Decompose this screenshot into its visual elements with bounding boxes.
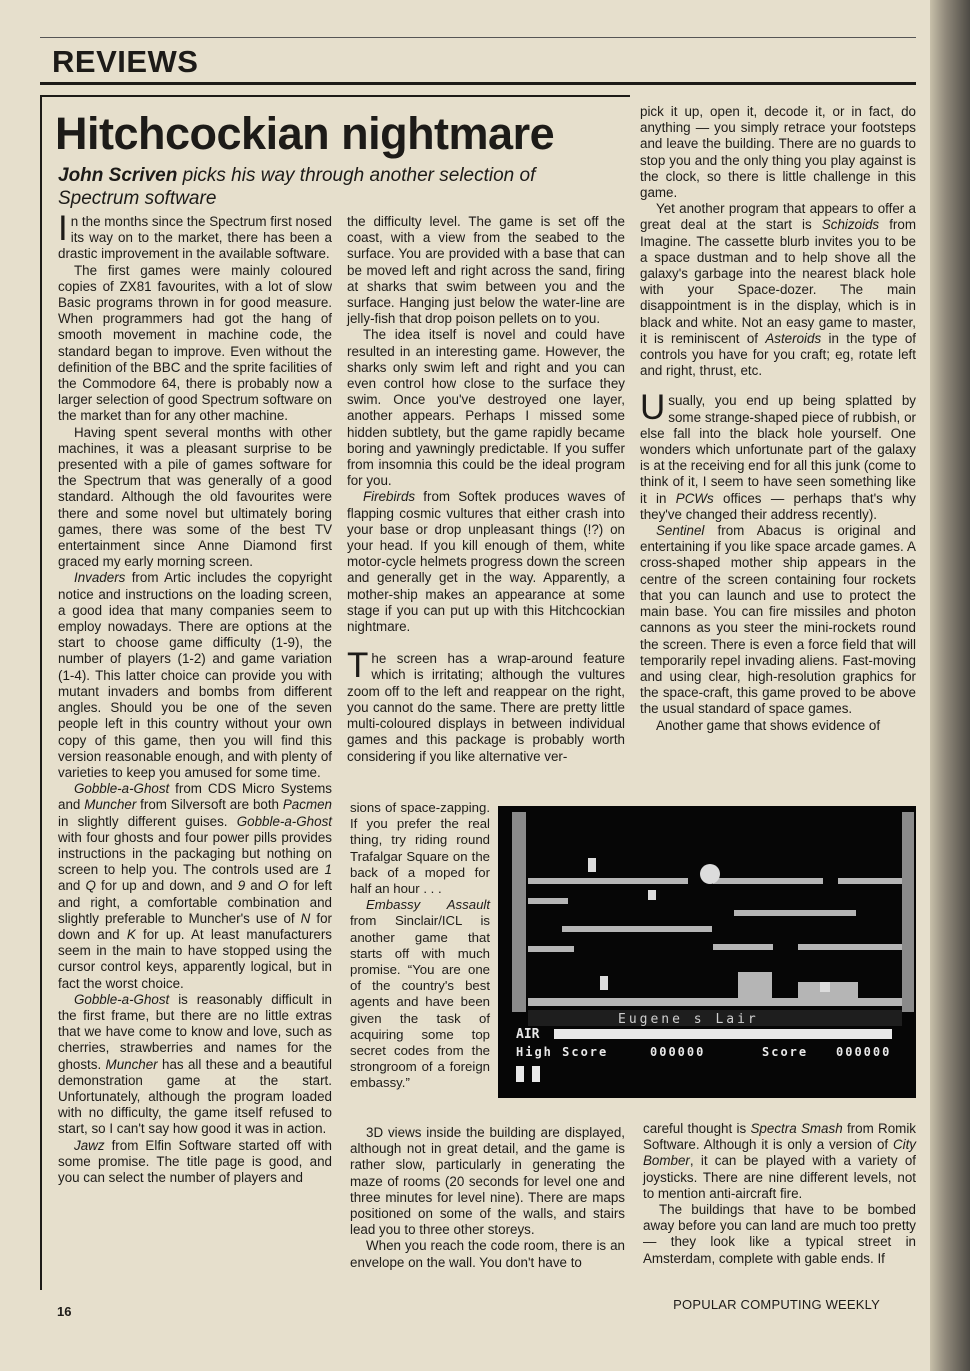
paragraph: Having spent several months with other machines, it was a pleasant surprise to be presented with a pile of games software for the Spectrum that was generally of a good standard. Although the old favourites were there and some novel but ultimately boring games, there was some of the best TV entertainment since Anne Diamond first graced my early morning screen. [58, 424, 332, 570]
magazine-name: POPULAR COMPUTING WEEKLY [673, 1297, 880, 1312]
game-title: Muncher [105, 1056, 158, 1072]
paragraph-text: has all these and a beautiful demonstration game at the start. Unfortunately, although the program loaded with no difficulty, the game itself refused to start, so I can't say how good it was in action. [58, 1056, 332, 1137]
section-rule [40, 82, 916, 85]
paragraph-text: for down and [58, 910, 332, 942]
article-box-left-rule [40, 95, 42, 1290]
game-title: Jawz [74, 1137, 105, 1153]
paragraph-text: from Softek produces waves of flapping cosmic vultures that either crash into your base or drop unpleasant things (!?) on your head. If you kill enough of them, white motor-cycle helmets progress down the screen and generally get in the way. Apparently, a mother-ship makes an appearance at some stage if you can put up with this Hitchcockian nightmare. [347, 489, 625, 635]
column-2-narrow [350, 800, 490, 1092]
key-name: 9 [237, 878, 246, 894]
drop-cap: I [58, 209, 68, 248]
paragraph [643, 1121, 916, 1202]
standfirst-text: picks his way through another selection of Spectrum software [58, 165, 536, 209]
paragraph-text: he screen has a wrap-around feature which is irritating; although the vultures zoom off to the left and reappear on the right, you cannot do the same. There are pretty little multi-coloured displays in between individual games and this package is probably worth considering if you like alternative ver- [347, 651, 625, 764]
paragraph [58, 209, 332, 263]
air-bar [554, 1029, 892, 1039]
paragraph [347, 646, 625, 764]
paragraph-text: with four ghosts and four power pills provides instructions in the packaging but nothing on screen to help you. The controls used are [58, 829, 332, 878]
right-wall [902, 812, 914, 1012]
game-title: Muncher [84, 797, 137, 813]
paragraph: The first games were mainly coloured copies of ZX81 favourites, with a lot of slow Basic programs thrown in for good measure. When programmers had got the hang of smooth movement in machine code, the standard began to improve. Even without the definition of the BBC and the sprite facilities of the Commodore 64, there is probably now a larger selection of good Spectrum software on the market than for any other machine. [58, 262, 332, 424]
article-box-top-rule [40, 95, 630, 97]
column-3-upper [640, 104, 916, 734]
paragraph [640, 388, 916, 523]
paragraph: When you reach the code room, there is an envelope on the wall. You don't have to [350, 1238, 625, 1270]
paragraph [58, 570, 332, 781]
paragraph-text: is reasonably difficult in the first frame, but there are no little extras that we have come to know and love, such as cherries, strawberries and names for the ghosts. [58, 991, 332, 1072]
air-label: AIR [516, 1027, 540, 1042]
article-headline: Hitchcockian nightmare [55, 108, 555, 159]
paragraph [58, 992, 332, 1138]
drop-cap: T [347, 646, 369, 686]
paragraph: Another game that shows evidence of [656, 717, 881, 733]
paragraph [350, 897, 490, 1091]
magazine-title: PCWs [675, 490, 714, 506]
game-title: Sentinel [656, 523, 705, 539]
key-name: 1 [324, 862, 332, 878]
top-rule [40, 37, 916, 38]
key-name: K [126, 926, 136, 942]
paragraph [58, 1138, 332, 1187]
key-name: N [300, 910, 311, 926]
score-label: Score [762, 1045, 809, 1059]
page-spine-shadow [930, 0, 970, 1371]
paragraph-text: Yet another program that appears to offer a great deal at the start is [640, 201, 916, 233]
paragraph-text: for up and down, and [95, 878, 238, 894]
game-screen-graphic [498, 806, 916, 1098]
column-1 [58, 209, 332, 1186]
game-title: Gobble-a-Ghost [236, 813, 332, 829]
game-title: Spectra Smash [750, 1121, 843, 1136]
paragraph-text: from Romik Software. Although it is only a version of [643, 1121, 916, 1153]
column-3-lower [643, 1121, 916, 1267]
paragraph: 3D views inside the building are displayed, although not in great detail, and the game is rather slow, particularly in generating the maze of rooms (20 seconds for level one and three minutes for level nine). There are maps positioned on some of the walls, and stairs lead you to three other storeys. [350, 1125, 625, 1238]
drop-cap: U [640, 388, 666, 428]
paragraph [640, 201, 916, 379]
paragraph: sions of space-zapping. If you prefer the real thing, try riding round Trafalgar Square on the back of a moped for half an hour . . . [350, 800, 490, 897]
game-title: City Bomber [643, 1137, 916, 1169]
article-standfirst [58, 164, 618, 210]
paragraph-text: sually, you end up being splatted by some strange-shaped piece of rubbish, or else fall into the black hole yourself. One wonders which unfortunate part of the galaxy is at the receiving end for all this junk (come to think of it, I seem to have seen something like it in [640, 393, 916, 506]
game-title: Asteroids [765, 330, 822, 346]
paragraph-text: from Silversoft are both [136, 797, 283, 813]
paragraph-text: n the months since the Spectrum first nosed its way on to the market, there has been a drastic improvement in the available software. [58, 214, 332, 262]
paragraph: pick it up, open it, decode it, or in fact, do anything — you simply retrace your footsteps and leave the building. There are no guards to stop you and the only thing you play against is the clock, so there is little challenge in this game. [640, 104, 916, 201]
room-name: Eugene s Lair [618, 1012, 759, 1027]
section-heading: REVIEWS [52, 44, 199, 79]
game-title: Embassy Assault [366, 897, 490, 913]
left-wall [512, 812, 526, 1012]
key-name: O [277, 878, 289, 894]
game-title: Invaders [74, 570, 126, 586]
high-score-label: High Score [516, 1045, 609, 1059]
column-2-lower [350, 1125, 625, 1271]
author-name: John Scriven [58, 165, 178, 186]
score-value: 000000 [836, 1045, 892, 1059]
paragraph-text: careful thought is [643, 1121, 751, 1136]
paragraph [347, 489, 625, 635]
paragraph [640, 523, 916, 717]
game-title: Schizoids [821, 217, 880, 233]
paragraph: The buildings that have to be bombed away before you can land are much too pretty — they look like a typical street in Amsterdam, complete with gable ends. If [643, 1202, 916, 1266]
key-name: Q [85, 878, 96, 894]
paragraph-text: from Imagine. The cassette blurb invites you to be a space dustman and to help shove all the galaxy's garbage into the nearest black hole with your Space-dozer. The main disappointment is in the display, which is in black and white. Not an easy game to master, it is reminiscent of [640, 217, 916, 346]
paragraph-text: from Artic includes the copyright notice and instructions on the loading screen, a good idea that many companies seem to employ nowadays. There are options at the start to choose game difficulty (1-9), the number of players (1-2) and game variation (1-4). This latter choice can provide you with mutant invaders and bombs from different angles. Should you be one of the seven people left in this country without your own copy of this game, then you will find this version reasonable enough, and with plenty of varieties to keep you amused for some time. [58, 570, 332, 780]
game-title: Pacmen [282, 797, 332, 813]
paragraph-text: offices — perhaps that's why they've changed their address recently). [640, 490, 916, 522]
paragraph-text: from Elfin Software started off with some promise. The title page is good, and you can select the number of players and [58, 1137, 332, 1185]
paragraph [58, 781, 332, 992]
column-2-upper [347, 214, 625, 765]
page-number: 16 [57, 1304, 72, 1319]
paragraph-text: from CDS Micro Systems and [58, 781, 332, 813]
paragraph-text: for left and right, a comfortable combination and slightly preferable to Muncher's use of [58, 878, 332, 926]
paragraph-text: for up. At least manufacturers seem in the main to have stopped using the cursor control keys, apparently logical, but in fact the worst choice. [58, 926, 332, 991]
game-title: Gobble-a-Ghost [74, 781, 170, 797]
paragraph-text: from Abacus is original and entertaining if you like space arcade games. A cross-shaped mother ship appears in the centre of the screen containing four rockets that you can launch and use to protect the main base. You can fire missiles and photon cannons as you steer the mini-rockets round the screen. There is even a force field that will temporarily repel invading aliens. Fast-moving and using clear, high-resolution graphics for the space-craft, this game proved to be above the usual standard of space games. [640, 523, 916, 717]
paragraph-text: and [58, 878, 86, 894]
high-score-value: 000000 [650, 1045, 706, 1059]
game-title: Gobble-a-Ghost [74, 991, 170, 1007]
paragraph-text: , it can be played with a variety of joysticks. There are nine different levels, not to mention anti-aircraft fire. [643, 1153, 916, 1201]
paragraph-text: in the type of controls you have for you craft; eg, rotate left and right, thrust, etc. [640, 330, 916, 379]
game-screenshot [498, 806, 916, 1098]
game-title: Firebirds [363, 489, 416, 505]
paragraph-text: and [245, 878, 278, 894]
paragraph: the difficulty level. The game is set off the coast, with a view from the seabed to the surface. You are provided with a base that can be moved left and right across the sand, firing at sharks that swim between you and the surface. Hanging just below the water-line are jelly-fish that drop poison pellets on to you. [347, 214, 625, 327]
paragraph-text: from Sinclair/ICL is another game that starts off with much promise. “You are one of the country's best agents and have been given the task of acquiring some top secret codes from the strongroom of a foreign embassy.” [350, 913, 490, 1091]
paragraph: The idea itself is novel and could have resulted in an interesting game. However, the sharks only swim left and right and you can even control how close to the surface they swim. Once you've destroyed one layer, another appears. Perhaps I missed some hidden subtlety, but the game rapidly became boring and yawningly predictable. If you suffer from insomnia this could be the ideal program for you. [347, 327, 625, 489]
paragraph-text: in slightly different guises. [58, 813, 237, 829]
